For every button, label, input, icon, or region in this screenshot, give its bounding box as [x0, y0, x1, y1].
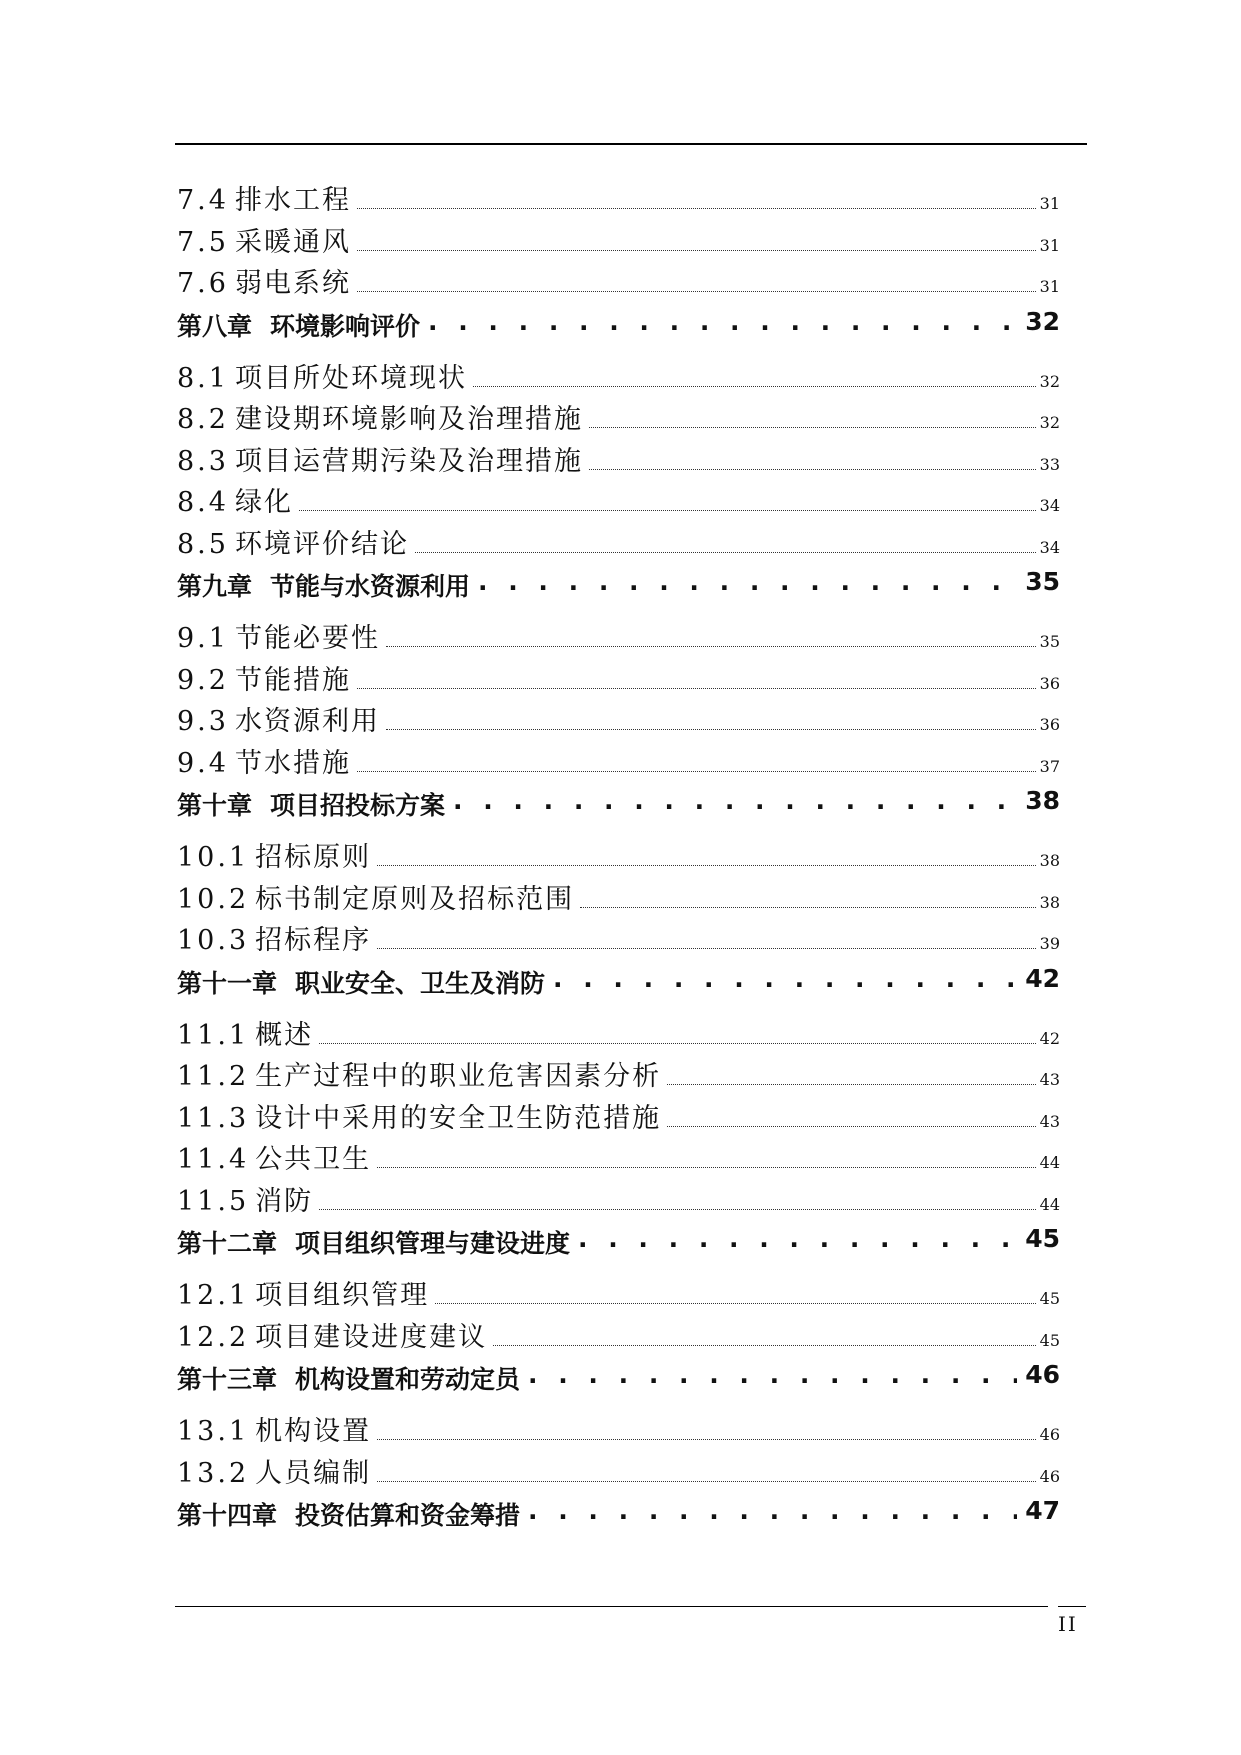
- header-rule: [175, 143, 1087, 145]
- toc-leader-dots: [357, 291, 1036, 292]
- toc-section-entry[interactable]: [177, 439, 1060, 481]
- toc-entry-title: 项目建设进度建议: [255, 1321, 488, 1353]
- toc-entry-number: 11.3: [177, 1102, 250, 1134]
- toc-section-entry[interactable]: [177, 397, 1060, 439]
- toc-entry-title: 环境影响评价: [270, 311, 421, 341]
- toc-entry-number: 9.3: [177, 706, 229, 737]
- toc-entry-title: 采暖通风: [234, 226, 351, 258]
- toc-entry-number: 第十三章: [177, 1365, 278, 1394]
- toc-entry-page: 47: [1025, 1496, 1060, 1525]
- toc-entry-number: 8.3: [177, 445, 229, 477]
- toc-entry-number: 第八章: [177, 311, 253, 341]
- toc-entry-title: 环境评价结论: [234, 528, 409, 560]
- table-of-contents: [177, 178, 1060, 1545]
- toc-entry-number: 7.5: [177, 226, 229, 258]
- toc-entry-title: 节水措施: [234, 747, 351, 779]
- toc-entry-number: 11.1: [177, 1019, 250, 1051]
- toc-chapter-entry[interactable]: [177, 782, 1060, 835]
- toc-entry-page: 33: [1039, 454, 1060, 474]
- toc-entry-number: 第十四章: [177, 1501, 278, 1530]
- toc-leader-dots: [473, 386, 1036, 387]
- toc-entry-number: 9.1: [177, 623, 229, 654]
- toc-section-entry[interactable]: [177, 741, 1060, 783]
- toc-entry-title: 公共卫生: [255, 1144, 372, 1175]
- toc-entry-number: 11.4: [177, 1144, 250, 1175]
- toc-entry-title: 人员编制: [255, 1457, 372, 1489]
- toc-chapter-entry[interactable]: [177, 303, 1060, 356]
- toc-section-entry[interactable]: [177, 1054, 1060, 1096]
- toc-entry-title: 节能与水资源利用: [270, 572, 471, 601]
- toc-leader-dots: [528, 1360, 1017, 1389]
- toc-entry-page: 31: [1039, 194, 1060, 213]
- toc-entry-title: 生产过程中的职业危害因素分析: [255, 1061, 662, 1092]
- toc-section-entry[interactable]: [177, 877, 1060, 919]
- toc-entry-page: 45: [1039, 1330, 1060, 1350]
- toc-section-entry[interactable]: [177, 699, 1060, 741]
- toc-entry-title: 项目所处环境现状: [234, 362, 467, 394]
- toc-section-entry[interactable]: [177, 480, 1060, 522]
- toc-entry-title: 投资估算和资金筹措: [295, 1501, 521, 1530]
- toc-section-entry[interactable]: [177, 356, 1060, 398]
- toc-section-entry[interactable]: [177, 1315, 1060, 1357]
- toc-section-entry[interactable]: [177, 261, 1060, 303]
- toc-entry-page: 31: [1039, 277, 1060, 296]
- toc-entry-number: 第九章: [177, 572, 253, 601]
- toc-leader-dots: [377, 1439, 1036, 1440]
- toc-leader-dots: [357, 250, 1036, 251]
- toc-leader-dots: [357, 688, 1036, 689]
- toc-entry-number: 第十二章: [177, 1229, 278, 1258]
- footer-rule: [175, 1606, 1048, 1607]
- toc-entry-number: 第十一章: [177, 968, 278, 998]
- toc-leader-dots: [589, 469, 1036, 470]
- toc-leader-dots: [553, 964, 1017, 993]
- toc-entry-title: 机构设置: [255, 1416, 372, 1447]
- toc-entry-page: 46: [1039, 1425, 1060, 1444]
- toc-leader-dots: [589, 427, 1036, 428]
- toc-section-entry[interactable]: [177, 1137, 1060, 1179]
- toc-entry-title: 招标原则: [255, 842, 372, 873]
- toc-entry-number: 8.5: [177, 528, 229, 560]
- toc-leader-dots: [357, 208, 1036, 209]
- toc-entry-page: 45: [1039, 1289, 1060, 1308]
- toc-leader-dots: [319, 1043, 1036, 1044]
- toc-leader-dots: [386, 729, 1036, 730]
- toc-entry-page: 39: [1039, 934, 1060, 953]
- toc-entry-page: 46: [1025, 1360, 1060, 1389]
- toc-entry-page: 34: [1039, 496, 1060, 515]
- toc-entry-page: 34: [1039, 537, 1060, 557]
- toc-entry-page: 43: [1039, 1070, 1060, 1089]
- footer-rule-short: [1058, 1606, 1086, 1607]
- toc-entry-number: 10.2: [177, 883, 250, 915]
- toc-section-entry[interactable]: [177, 1096, 1060, 1138]
- toc-entry-number: 10.3: [177, 925, 250, 956]
- toc-entry-title: 弱电系统: [234, 268, 351, 299]
- toc-entry-page: 36: [1039, 673, 1060, 693]
- toc-entry-title: 标书制定原则及招标范围: [255, 883, 575, 915]
- toc-chapter-entry[interactable]: [177, 563, 1060, 616]
- toc-entry-page: 38: [1025, 786, 1060, 815]
- toc-entry-number: 第十章: [177, 791, 253, 820]
- toc-leader-dots: [667, 1126, 1036, 1127]
- toc-leader-dots: [428, 307, 1017, 336]
- toc-leader-dots: [493, 1345, 1036, 1346]
- toc-entry-title: 机构设置和劳动定员: [295, 1365, 521, 1394]
- page-number: II: [1058, 1612, 1078, 1636]
- toc-section-entry[interactable]: [177, 1451, 1060, 1493]
- toc-entry-title: 项目招投标方案: [270, 791, 446, 820]
- toc-leader-dots: [453, 786, 1017, 815]
- toc-leader-dots: [415, 552, 1036, 553]
- toc-leader-dots: [299, 510, 1036, 511]
- toc-entry-page: 31: [1039, 235, 1060, 255]
- toc-entry-page: 44: [1039, 1153, 1060, 1172]
- toc-entry-page: 32: [1025, 306, 1060, 336]
- toc-entry-page: 32: [1039, 371, 1060, 391]
- toc-entry-page: 38: [1039, 851, 1060, 870]
- toc-entry-page: 36: [1039, 715, 1060, 734]
- toc-entry-number: 9.4: [177, 747, 229, 779]
- toc-entry-title: 建设期环境影响及治理措施: [234, 404, 583, 435]
- toc-entry-number: 9.2: [177, 664, 229, 696]
- toc-entry-number: 11.5: [177, 1185, 250, 1217]
- toc-leader-dots: [319, 1209, 1036, 1210]
- toc-entry-title: 项目组织管理: [255, 1280, 430, 1311]
- toc-section-entry[interactable]: [177, 1179, 1060, 1221]
- toc-entry-page: 35: [1039, 632, 1060, 651]
- toc-chapter-entry[interactable]: [177, 1492, 1060, 1545]
- toc-entry-title: 概述: [255, 1019, 314, 1051]
- toc-section-entry[interactable]: [177, 522, 1060, 564]
- toc-entry-number: 13.2: [177, 1457, 250, 1489]
- toc-section-entry[interactable]: [177, 178, 1060, 220]
- toc-section-entry[interactable]: [177, 658, 1060, 700]
- toc-leader-dots: [357, 771, 1036, 772]
- toc-entry-page: 35: [1025, 567, 1060, 596]
- toc-entry-page: 44: [1039, 1194, 1060, 1214]
- toc-section-entry[interactable]: [177, 1013, 1060, 1055]
- toc-section-entry[interactable]: [177, 1409, 1060, 1451]
- toc-entry-page: 32: [1039, 413, 1060, 432]
- toc-entry-title: 设计中采用的安全卫生防范措施: [255, 1102, 662, 1134]
- toc-entry-number: 13.1: [177, 1416, 250, 1447]
- toc-entry-number: 12.1: [177, 1280, 250, 1311]
- toc-leader-dots: [435, 1303, 1036, 1304]
- toc-leader-dots: [667, 1084, 1036, 1085]
- toc-entry-number: 8.1: [177, 362, 229, 394]
- toc-entry-title: 项目组织管理与建设进度: [295, 1229, 571, 1258]
- toc-entry-title: 招标程序: [255, 925, 372, 956]
- toc-chapter-entry[interactable]: [177, 1356, 1060, 1409]
- toc-entry-title: 职业安全、卫生及消防: [295, 968, 546, 998]
- toc-section-entry[interactable]: [177, 220, 1060, 262]
- toc-entry-page: 45: [1025, 1224, 1060, 1253]
- toc-section-entry[interactable]: [177, 835, 1060, 877]
- toc-leader-dots: [528, 1496, 1017, 1525]
- toc-entry-number: 7.4: [177, 185, 229, 216]
- toc-entry-page: 38: [1039, 892, 1060, 912]
- toc-entry-page: 37: [1039, 756, 1060, 776]
- toc-entry-number: 7.6: [177, 268, 229, 299]
- toc-entry-number: 10.1: [177, 842, 250, 873]
- toc-entry-number: 8.4: [177, 487, 229, 518]
- toc-chapter-entry[interactable]: [177, 1220, 1060, 1273]
- toc-leader-dots: [578, 1224, 1017, 1253]
- toc-section-entry[interactable]: [177, 616, 1060, 658]
- toc-leader-dots: [478, 567, 1017, 596]
- toc-entry-title: 消防: [255, 1185, 314, 1217]
- toc-entry-title: 项目运营期污染及治理措施: [234, 445, 583, 477]
- toc-entry-title: 绿化: [234, 487, 293, 518]
- toc-leader-dots: [580, 907, 1036, 908]
- toc-chapter-entry[interactable]: [177, 960, 1060, 1013]
- toc-leader-dots: [377, 1167, 1036, 1168]
- toc-entry-page: 43: [1039, 1111, 1060, 1131]
- toc-leader-dots: [377, 1481, 1036, 1482]
- toc-section-entry[interactable]: [177, 918, 1060, 960]
- toc-leader-dots: [377, 865, 1036, 866]
- toc-leader-dots: [386, 646, 1036, 647]
- toc-entry-title: 水资源利用: [234, 706, 380, 737]
- toc-entry-title: 排水工程: [234, 185, 351, 216]
- toc-section-entry[interactable]: [177, 1273, 1060, 1315]
- toc-leader-dots: [377, 948, 1036, 949]
- toc-entry-number: 8.2: [177, 404, 229, 435]
- toc-entry-title: 节能措施: [234, 664, 351, 696]
- toc-entry-page: 46: [1039, 1466, 1060, 1486]
- toc-entry-page: 42: [1039, 1028, 1060, 1048]
- toc-entry-number: 11.2: [177, 1061, 250, 1092]
- toc-entry-page: 42: [1025, 963, 1060, 993]
- toc-entry-title: 节能必要性: [234, 623, 380, 654]
- toc-entry-number: 12.2: [177, 1321, 250, 1353]
